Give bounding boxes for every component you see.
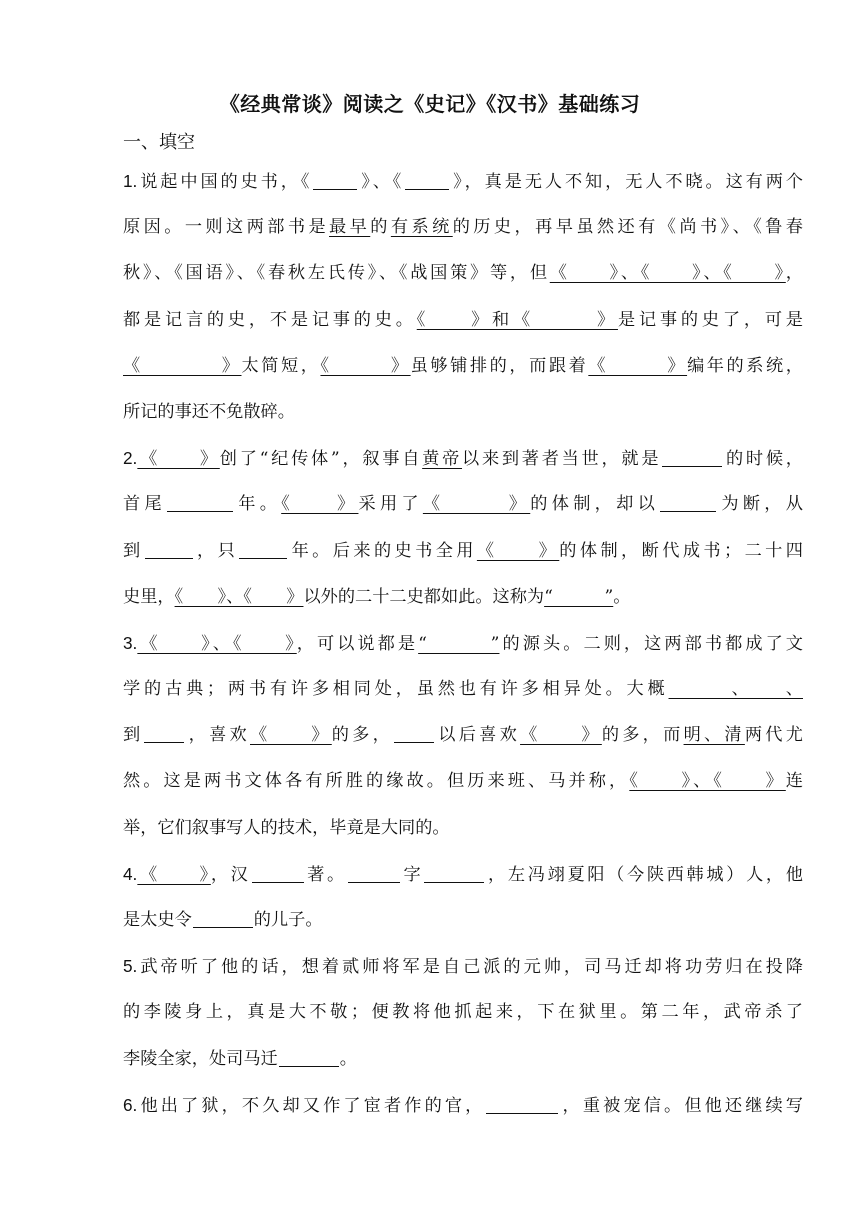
text: 连	[785, 771, 803, 792]
fill-blank[interactable]	[252, 865, 304, 883]
underlined-fill-blank[interactable]: 《 》	[123, 355, 242, 376]
underlined-text: 黄帝	[422, 449, 463, 470]
underlined-text: 最早	[329, 217, 371, 238]
text: 武帝听了他的话，想着贰师将军是自己派的元帅，司马迁却将功劳归在投降	[137, 957, 803, 978]
underlined-text: 明、清	[683, 725, 745, 746]
text: ，	[785, 263, 803, 284]
text: 以外的二十二史都如此。这称为	[303, 586, 545, 607]
fill-blank[interactable]	[424, 865, 484, 883]
q1-line-2	[123, 204, 803, 250]
underlined-fill-blank[interactable]: “ ”	[418, 633, 500, 654]
text: 》、《	[358, 172, 405, 192]
text: 为断，从	[717, 494, 803, 515]
q2-line-3	[123, 528, 803, 574]
q3-line-3	[123, 712, 803, 758]
text: 的体制，却以	[530, 494, 660, 515]
fill-blank[interactable]	[660, 494, 716, 512]
text: 学的古典；两书有许多相同处，虽然也有许多相异处。大概	[123, 679, 669, 700]
q2-line-1	[123, 435, 803, 481]
underlined-fill-blank[interactable]: “ ”	[544, 586, 614, 607]
page-title: 《经典常谈》阅读之《史记》《汉书》基础练习	[219, 92, 641, 116]
underlined-fill-blank[interactable]: 《 》	[588, 355, 688, 376]
text: ，汉	[210, 864, 251, 885]
text: ，左冯翊夏阳（今陕西韩城）人，他	[485, 864, 803, 885]
q1-line-3	[123, 250, 803, 296]
fill-blank[interactable]	[394, 725, 434, 743]
text: 然。这是两书文体各有所胜的缘故。但历来班、马并称，	[123, 771, 630, 792]
text: ，喜欢	[185, 725, 250, 746]
q1-line-6	[123, 389, 803, 435]
text: 太简短，	[241, 355, 321, 376]
text: 他出了狱，不久却又作了宦者作的官，	[137, 1095, 486, 1116]
underlined-fill-blank[interactable]: 《 》	[137, 864, 211, 885]
q3-line-5	[123, 805, 803, 851]
q6-line-1	[123, 1082, 803, 1128]
question-number: 6.	[123, 1094, 138, 1115]
text: 》，真是无人不知，无人不晓。这有两个	[450, 172, 803, 192]
question-number: 3.	[123, 632, 138, 653]
text: 李陵全家，处司马迁	[123, 1048, 278, 1069]
underlined-fill-blank[interactable]: 《 》、《 》	[174, 586, 304, 607]
text: 字	[400, 864, 424, 885]
text: ，重被宠信。但他还继续写	[559, 1095, 803, 1116]
underlined-fill-blank[interactable]: 《 》、《 》、《 》	[549, 263, 786, 284]
fill-blank[interactable]	[144, 725, 184, 743]
document-body	[123, 158, 803, 1128]
q2-line-4	[123, 574, 803, 620]
text: 的体制，断代成书；二十四	[559, 540, 803, 561]
text: 是记事的史了，可是	[617, 309, 803, 330]
text: 著。	[304, 864, 347, 885]
underlined-fill-blank[interactable]: 《 》	[320, 355, 411, 376]
text: 编年的系统，	[687, 355, 803, 376]
text: 是太史令	[123, 910, 192, 930]
text: 所记的事还不免散碎。	[123, 401, 295, 422]
section-heading: 一、填空	[123, 132, 195, 153]
text: 虽够铺排的，而跟着	[410, 355, 589, 376]
text: 举，它们叙事写人的技术，毕竟是大同的。	[123, 817, 450, 838]
q5-line-1	[123, 943, 803, 989]
text: 。	[613, 586, 631, 607]
text: 的时候，	[723, 449, 803, 470]
fill-blank[interactable]	[279, 1048, 339, 1066]
fill-blank[interactable]	[486, 1096, 558, 1114]
underlined-fill-blank[interactable]: 《 》	[520, 725, 602, 746]
fill-blank[interactable]	[193, 910, 253, 928]
text: 秋》、《国语》、《春秋左氏传》、《战国策》等，但	[123, 263, 550, 284]
text: 说起中国的史书，	[137, 172, 301, 192]
fill-blank[interactable]	[145, 540, 193, 558]
q3-line-4	[123, 758, 803, 804]
underlined-fill-blank[interactable]: 《 》	[250, 725, 332, 746]
text: 以来到著者当世，就是	[462, 449, 662, 470]
text: 的李陵身上，真是大不敬；便教将他抓起来，下在狱里。第二年，武帝杀了	[123, 1002, 803, 1023]
fill-blank[interactable]	[313, 172, 357, 190]
underlined-fill-blank[interactable]: 《 》	[137, 449, 220, 470]
fill-blank[interactable]	[405, 172, 449, 190]
text: 的源头。二则，这两部书都成了文	[499, 633, 803, 654]
text: 的多，	[331, 725, 394, 746]
underlined-fill-blank[interactable]: 《 》	[422, 494, 531, 515]
text: 史里，	[123, 586, 175, 607]
question-number: 1.	[123, 171, 138, 191]
text: 原因。一则这两部书是	[123, 217, 330, 238]
underlined-text: 有系统	[390, 217, 453, 238]
text: ，可以说都是	[296, 633, 419, 654]
text: 采用了	[358, 494, 423, 515]
q3-line-1	[123, 620, 803, 666]
q5-line-3	[123, 1036, 803, 1082]
text: 首尾	[123, 494, 166, 515]
text: 。	[339, 1048, 357, 1069]
underlined-fill-blank[interactable]: 《 》和《 》	[416, 309, 618, 330]
text: 都是记言的史，不是记事的史。	[123, 309, 417, 330]
fill-blank[interactable]	[167, 494, 233, 512]
text: 以后喜欢	[435, 725, 521, 746]
question-number: 5.	[123, 956, 138, 977]
text: 到	[123, 725, 144, 746]
text: 的儿子。	[253, 910, 323, 930]
text: 两代尤	[744, 725, 803, 746]
underlined-fill-blank[interactable]: 《 》、《 》	[137, 633, 297, 654]
text: 的	[370, 217, 391, 238]
question-number: 4.	[123, 863, 138, 884]
question-number: 2.	[123, 448, 138, 469]
q1-line-4	[123, 297, 803, 343]
q5-line-2	[123, 989, 803, 1035]
text: 的历史，再早虽然还有《尚书》、《鲁春	[452, 217, 803, 238]
text: ，只	[193, 540, 239, 561]
q3-line-2	[123, 666, 803, 712]
q2-line-2	[123, 481, 803, 527]
underlined-fill-blank[interactable]: 、 、	[668, 679, 803, 700]
text: 年。后来的史书全用	[288, 540, 477, 561]
q4-line-2	[123, 897, 803, 943]
text: 的多，而	[601, 725, 684, 746]
underlined-fill-blank[interactable]: 《 》	[281, 494, 359, 515]
fill-blank[interactable]	[662, 449, 722, 467]
q4-line-1	[123, 851, 803, 897]
q1-line-5	[123, 343, 803, 389]
underlined-fill-blank[interactable]: 《 》、《 》	[629, 771, 786, 792]
text: 创了“纪传体”，叙事自	[219, 449, 423, 470]
underlined-fill-blank[interactable]: 《 》	[476, 540, 560, 561]
text: 到	[123, 540, 144, 561]
text: 《	[300, 172, 313, 192]
fill-blank[interactable]	[348, 865, 400, 883]
text: 年。	[233, 494, 282, 515]
fill-blank[interactable]	[239, 540, 287, 558]
q1-line-1	[123, 158, 803, 204]
